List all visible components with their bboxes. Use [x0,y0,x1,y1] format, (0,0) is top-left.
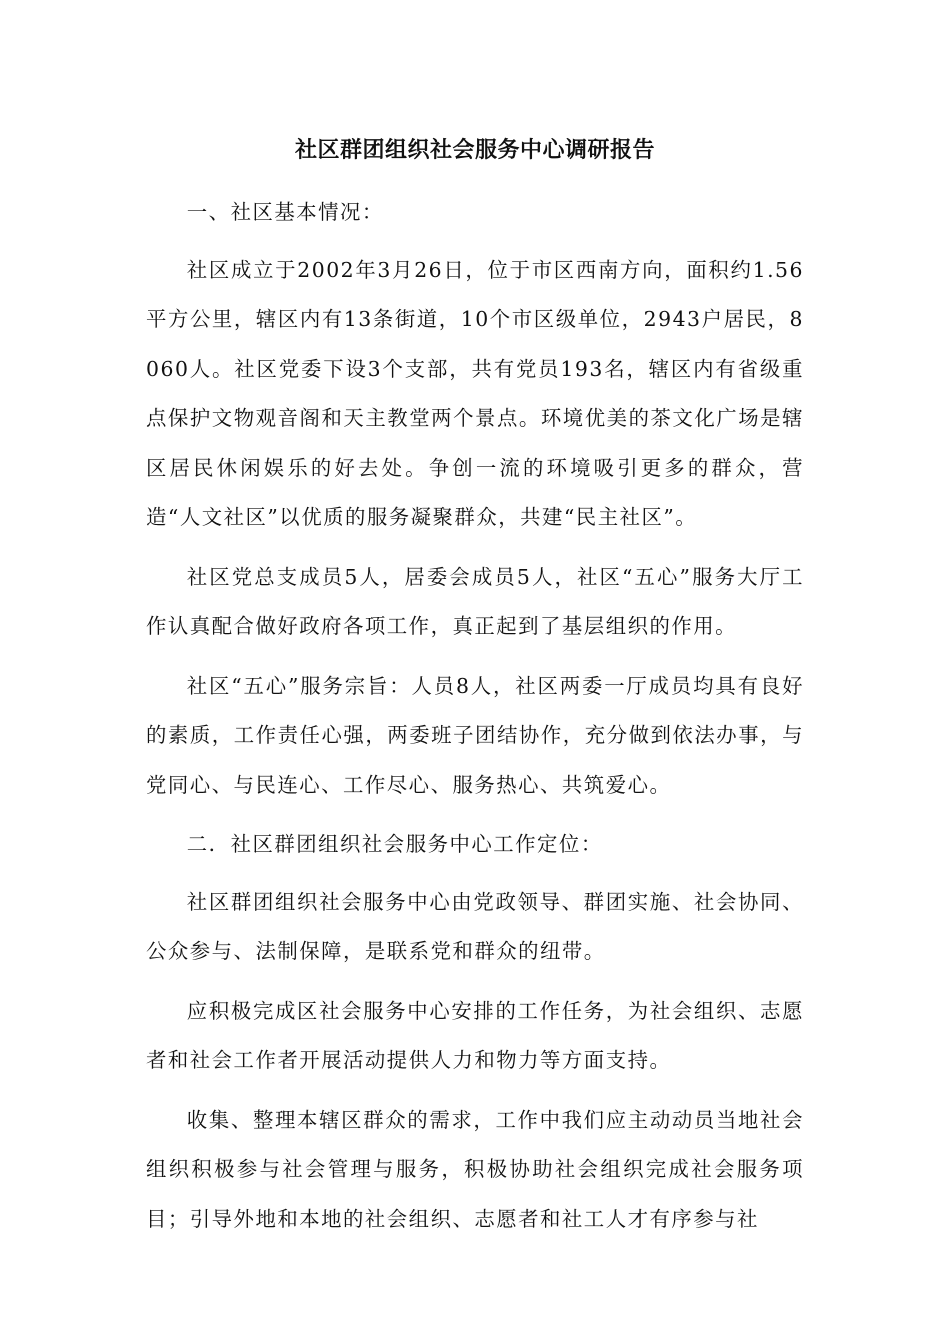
paragraph-service-tenet: 社区“五心”服务宗旨：人员8人，社区两委一厅成员均具有良好的素质，工作责任心强，两委班子团结协作，充分做到依法办事，与党同心、与民连心、工作尽心、服务热心、共筑爱心。 [146,673,804,797]
section-heading-basic-info: 一、社区基本情况： [186,200,384,224]
paragraph-party-branch: 社区党总支成员5人，居委会成员5人，社区“五心”服务大厅工作认真配合做好政府各项工作，真正起到了基层组织的作用。 [146,564,804,638]
paragraph-needs-collection: 收集、整理本辖区群众的需求，工作中我们应主动动员当地社会组织积极参与社会管理与服务，积极协助社会组织完成社会服务项目；引导外地和本地的社会组织、志愿者和社工人才有序参与社 [146,1107,804,1231]
paragraph-community-overview: 社区成立于2002年3月26日，位于市区西南方向，面积约1.56平方公里，辖区内有13条街道，10个市区级单位，2943户居民，8060人。社区党委下设3个支部，共有党员193名，辖区内有省级重点保护文物观音阁和天主教堂两个景点。环境优美的茶文化广场是辖区居民休闲娱乐的好去处。争创一流的环境吸引更多的群众，营造“人文社区”以优质的服务凝聚群众，共建“民主社区”。 [146,257,804,529]
paragraph-center-definition: 社区群团组织社会服务中心由党政领导、群团实施、社会协同、公众参与、法制保障，是联系党和群众的纽带。 [146,889,804,963]
document-page [146,120,804,1254]
document-title: 社区群团组织社会服务中心调研报告 [294,138,655,163]
section-heading-positioning: 二．社区群团组织社会服务中心工作定位： [186,832,603,856]
paragraph-tasks: 应积极完成区社会服务中心安排的工作任务，为社会组织、志愿者和社会工作者开展活动提供人力和物力等方面支持。 [146,998,804,1072]
